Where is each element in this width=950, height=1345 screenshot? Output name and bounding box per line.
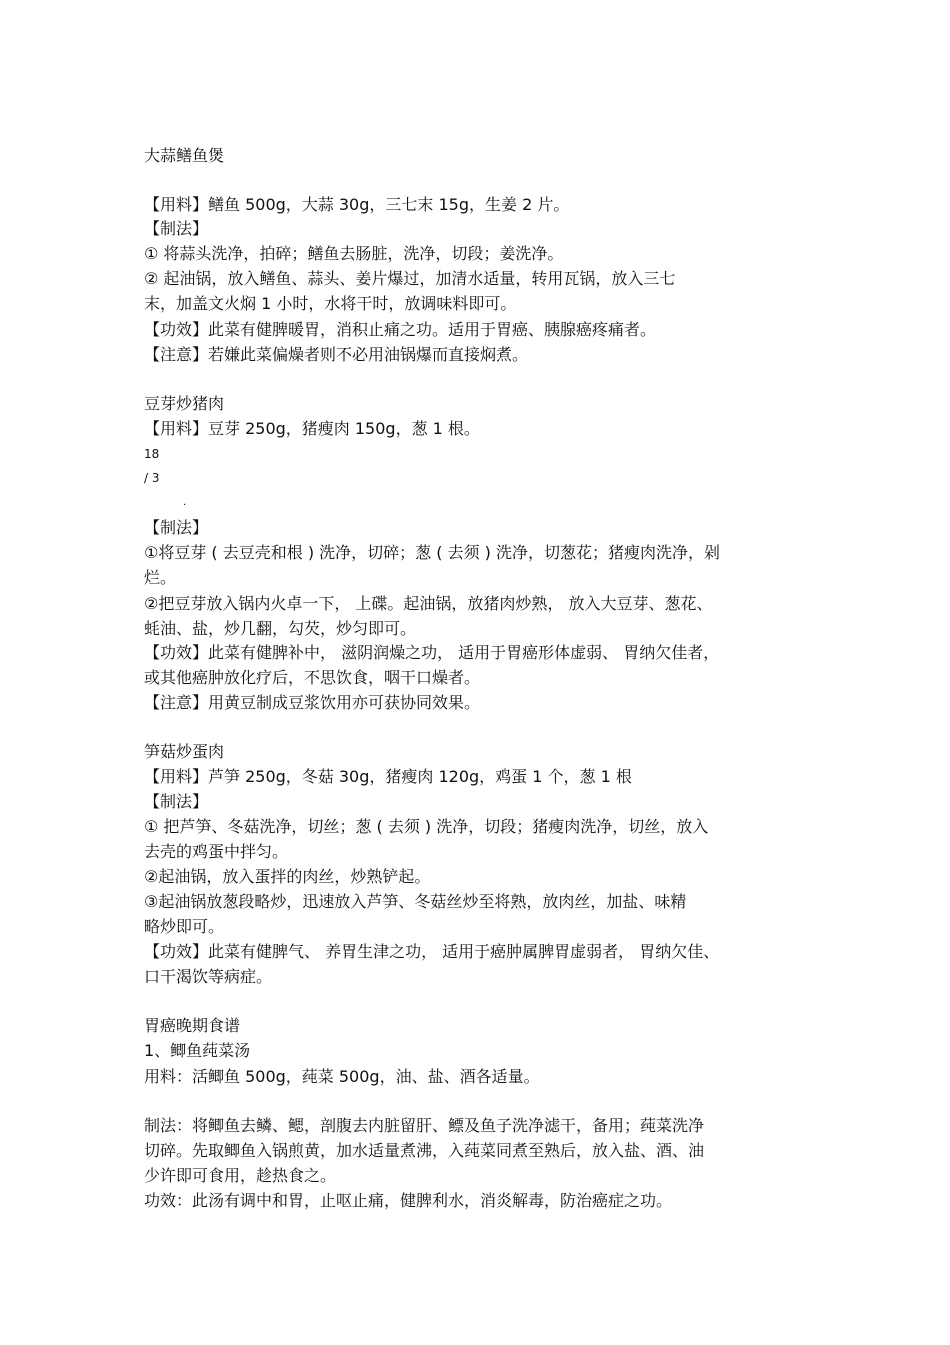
section4-method-line2: 切碎。先取鲫鱼入锅煎黄，加水适量煮沸，入莼菜同煮至熟后，放入盐、酒、油 <box>144 1141 705 1160</box>
recipe3-step1-line2: 去壳的鸡蛋中拌匀。 <box>144 842 289 861</box>
recipe3-method-heading: 【制法】 <box>144 792 209 811</box>
page-number-total: / 3 <box>144 471 160 485</box>
recipe2-method-heading: 【制法】 <box>144 518 209 537</box>
recipe1-step2-line2: 末，加盖文火焖 1 小时，水将干时，放调味料即可。 <box>144 294 517 313</box>
section4-item-title: 1、鲫鱼莼菜汤 <box>144 1041 251 1060</box>
recipe1-method-heading: 【制法】 <box>144 219 209 238</box>
recipe2-step1-line2: 烂。 <box>144 568 177 587</box>
section4-effect: 功效：此汤有调中和胃，止呕止痛，健脾利水，消炎解毒，防治癌症之功。 <box>144 1191 673 1210</box>
recipe3-step1-line1: ① 把芦笋、冬菇洗净，切丝；葱 ( 去须 ) 洗净，切段；猪瘦肉洗净，切丝，放入 <box>144 817 709 836</box>
recipe2-step2-line2: 蚝油、盐，炒几翻，勾芡，炒匀即可。 <box>144 619 417 638</box>
recipe1-step2-line1: ② 起油锅，放入鳝鱼、蒜头、姜片爆过，加清水适量，转用瓦锅，放入三七 <box>144 269 676 288</box>
page-break-mark: . <box>183 497 187 508</box>
recipe3-step2: ②起油锅，放入蛋拌的肉丝，炒熟铲起。 <box>144 867 431 886</box>
recipe2-effect-line2: 或其他癌肿放化疗后，不思饮食，咽干口燥者。 <box>144 668 481 687</box>
recipe3-ingredients: 【用料】芦笋 250g，冬菇 30g，猪瘦肉 120g，鸡蛋 1 个，葱 1 根 <box>144 767 632 786</box>
recipe2-title: 豆芽炒猪肉 <box>144 394 225 413</box>
recipe1-title: 大蒜鳝鱼煲 <box>144 146 225 165</box>
recipe2-effect-line1: 【功效】此菜有健脾补中， 滋阴润燥之功， 适用于胃癌形体虚弱、 胃纳欠佳者， <box>144 643 720 662</box>
recipe3-step3-line1: ③起油锅放葱段略炒，迅速放入芦笋、冬菇丝炒至将熟，放肉丝，加盐、味精 <box>144 892 687 911</box>
section4-ingredients: 用料：活鲫鱼 500g，莼菜 500g，油、盐、酒各适量。 <box>144 1067 540 1086</box>
recipe2-step2-line1: ②把豆芽放入锅内火卓一下， 上碟。起油锅，放猪肉炒熟， 放入大豆芽、葱花、 <box>144 594 713 613</box>
recipe3-title: 笋菇炒蛋肉 <box>144 742 225 761</box>
recipe2-note: 【注意】用黄豆制成豆浆饮用亦可获协同效果。 <box>144 693 481 712</box>
recipe3-effect-line2: 口干渴饮等病症。 <box>144 967 273 986</box>
page-number-current: 18 <box>144 447 160 461</box>
section4-method-line1: 制法：将鲫鱼去鳞、鳃，剖腹去内脏留肝、鳔及鱼子洗净滤干，备用；莼菜洗净 <box>144 1116 705 1135</box>
recipe2-step1-line1: ①将豆芽 ( 去豆壳和根 ) 洗净，切碎；葱 ( 去须 ) 洗净，切葱花；猪瘦肉洗净，剁 <box>144 543 721 562</box>
recipe1-ingredients: 【用料】鳝鱼 500g，大蒜 30g，三七末 15g，生姜 2 片。 <box>144 195 570 214</box>
recipe2-ingredients: 【用料】豆芽 250g，猪瘦肉 150g，葱 1 根。 <box>144 419 480 438</box>
recipe3-step3-line2: 略炒即可。 <box>144 917 225 936</box>
recipe1-note: 【注意】若嫌此菜偏燥者则不必用油锅爆而直接焖煮。 <box>144 345 529 364</box>
section4-title: 胃癌晚期食谱 <box>144 1016 241 1035</box>
recipe3-effect-line1: 【功效】此菜有健脾气、 养胃生津之功， 适用于癌肿属脾胃虚弱者， 胃纳欠佳、 <box>144 942 720 961</box>
recipe1-step1: ① 将蒜头洗净，拍碎；鳝鱼去肠脏，洗净，切段；姜洗净。 <box>144 244 564 263</box>
recipe1-effect: 【功效】此菜有健脾暖胃，消积止痛之功。适用于胃癌、胰腺癌疼痛者。 <box>144 320 657 339</box>
section4-method-line3: 少许即可食用，趁热食之。 <box>144 1166 337 1185</box>
